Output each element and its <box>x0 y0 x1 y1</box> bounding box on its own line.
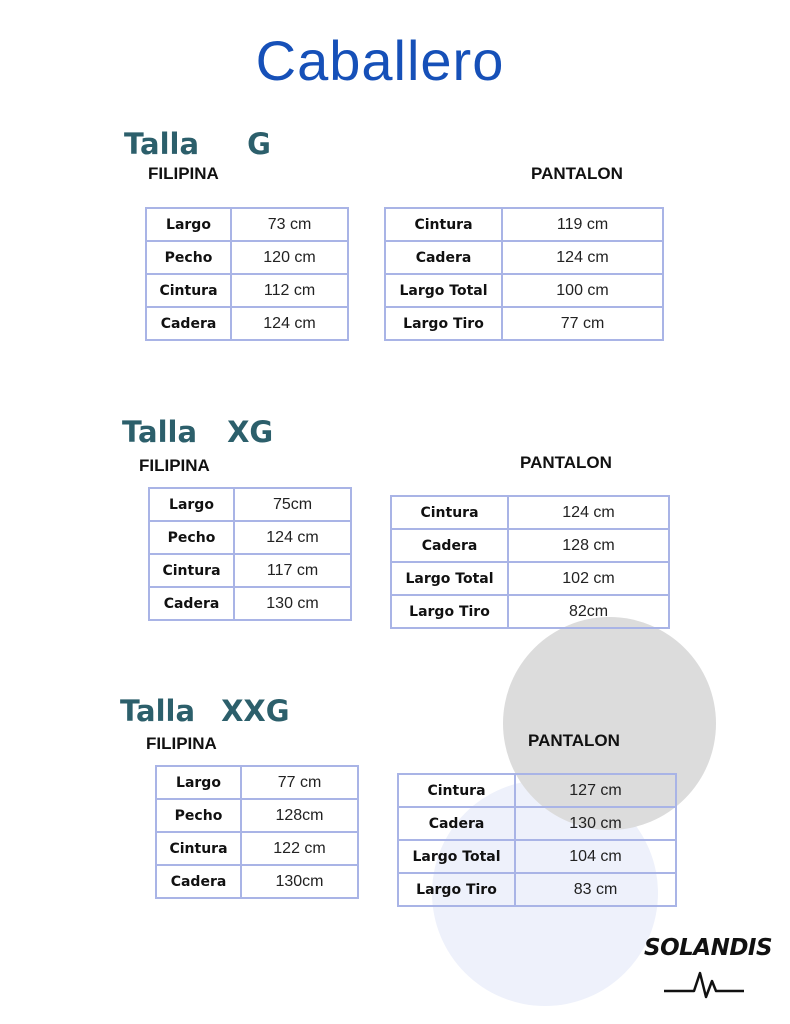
measure-label: Cintura <box>398 774 515 807</box>
table-row <box>149 554 351 587</box>
measure-label: Largo Tiro <box>385 307 502 340</box>
table-row <box>398 840 676 873</box>
table-row <box>391 562 669 595</box>
measure-value: 130 cm <box>234 587 351 620</box>
measure-value: 77 cm <box>241 766 358 799</box>
measure-label: Largo <box>149 488 234 521</box>
brand-logo <box>644 935 773 1001</box>
talla-size: XG <box>227 415 274 449</box>
measure-label: Cintura <box>146 274 231 307</box>
pantalon-table-xg <box>390 495 670 629</box>
measure-label: Pecho <box>149 521 234 554</box>
table-row <box>385 307 663 340</box>
measure-value: 120 cm <box>231 241 348 274</box>
measure-value: 124 cm <box>508 496 669 529</box>
measure-label: Largo Tiro <box>391 595 508 628</box>
measure-label: Cintura <box>156 832 241 865</box>
measure-label: Cadera <box>146 307 231 340</box>
filipina-label: FILIPINA <box>148 164 219 183</box>
filipina-label: FILIPINA <box>146 734 217 753</box>
measure-value: 127 cm <box>515 774 676 807</box>
table-row <box>385 274 663 307</box>
measure-value: 73 cm <box>231 208 348 241</box>
measure-value: 117 cm <box>234 554 351 587</box>
measure-value: 104 cm <box>515 840 676 873</box>
measure-label: Largo Total <box>398 840 515 873</box>
measure-value: 130cm <box>241 865 358 898</box>
measure-value: 82cm <box>508 595 669 628</box>
table-row <box>146 307 348 340</box>
measure-value: 75cm <box>234 488 351 521</box>
table-row <box>398 807 676 840</box>
measure-label: Cadera <box>385 241 502 274</box>
measure-value: 128 cm <box>508 529 669 562</box>
table-row <box>149 587 351 620</box>
table-row <box>146 241 348 274</box>
measure-label: Largo Total <box>391 562 508 595</box>
table-row <box>385 208 663 241</box>
measure-value: 102 cm <box>508 562 669 595</box>
filipina-table-g <box>145 207 349 341</box>
measure-label: Cadera <box>156 865 241 898</box>
talla-label: Talla <box>124 127 200 161</box>
table-row <box>156 832 358 865</box>
table-row <box>156 766 358 799</box>
measure-label: Largo Tiro <box>398 873 515 906</box>
brand-name: SOLANDIS <box>644 935 773 961</box>
measure-label: Cadera <box>398 807 515 840</box>
measure-value: 112 cm <box>231 274 348 307</box>
measure-value: 124 cm <box>502 241 663 274</box>
talla-label: Talla <box>120 694 196 728</box>
table-row <box>156 799 358 832</box>
measure-value: 122 cm <box>241 832 358 865</box>
talla-size: XXG <box>221 694 290 728</box>
measure-value: 100 cm <box>502 274 663 307</box>
page-title: Caballero <box>255 29 505 92</box>
pantalon-table-xxg <box>397 773 677 907</box>
pantalon-table-g <box>384 207 664 341</box>
table-row <box>149 521 351 554</box>
measure-value: 119 cm <box>502 208 663 241</box>
filipina-table-xg <box>148 487 352 621</box>
measure-label: Cadera <box>391 529 508 562</box>
table-row <box>149 488 351 521</box>
measure-value: 128cm <box>241 799 358 832</box>
measure-value: 83 cm <box>515 873 676 906</box>
measure-value: 77 cm <box>502 307 663 340</box>
pantalon-label: PANTALON <box>520 453 612 472</box>
heartbeat-line-icon <box>664 965 744 999</box>
talla-heading-xg <box>122 415 273 449</box>
measure-label: Largo <box>156 766 241 799</box>
measure-label: Cintura <box>391 496 508 529</box>
measure-label: Cintura <box>385 208 502 241</box>
table-row <box>385 241 663 274</box>
talla-heading-g <box>124 127 271 161</box>
measure-value: 124 cm <box>234 521 351 554</box>
measure-label: Pecho <box>146 241 231 274</box>
measure-label: Cintura <box>149 554 234 587</box>
measure-label: Largo <box>146 208 231 241</box>
table-row <box>398 873 676 906</box>
talla-size: G <box>247 127 271 161</box>
table-row <box>391 595 669 628</box>
talla-label: Talla <box>122 415 198 449</box>
pantalon-label: PANTALON <box>531 164 623 183</box>
table-row <box>391 496 669 529</box>
table-row <box>156 865 358 898</box>
filipina-table-xxg <box>155 765 359 899</box>
table-row <box>146 208 348 241</box>
table-row <box>391 529 669 562</box>
talla-heading-xxg <box>120 694 290 728</box>
measure-value: 130 cm <box>515 807 676 840</box>
measure-label: Cadera <box>149 587 234 620</box>
table-row <box>398 774 676 807</box>
table-row <box>146 274 348 307</box>
measure-value: 124 cm <box>231 307 348 340</box>
filipina-label: FILIPINA <box>139 456 210 475</box>
measure-label: Pecho <box>156 799 241 832</box>
measure-label: Largo Total <box>385 274 502 307</box>
pantalon-label: PANTALON <box>528 731 620 750</box>
